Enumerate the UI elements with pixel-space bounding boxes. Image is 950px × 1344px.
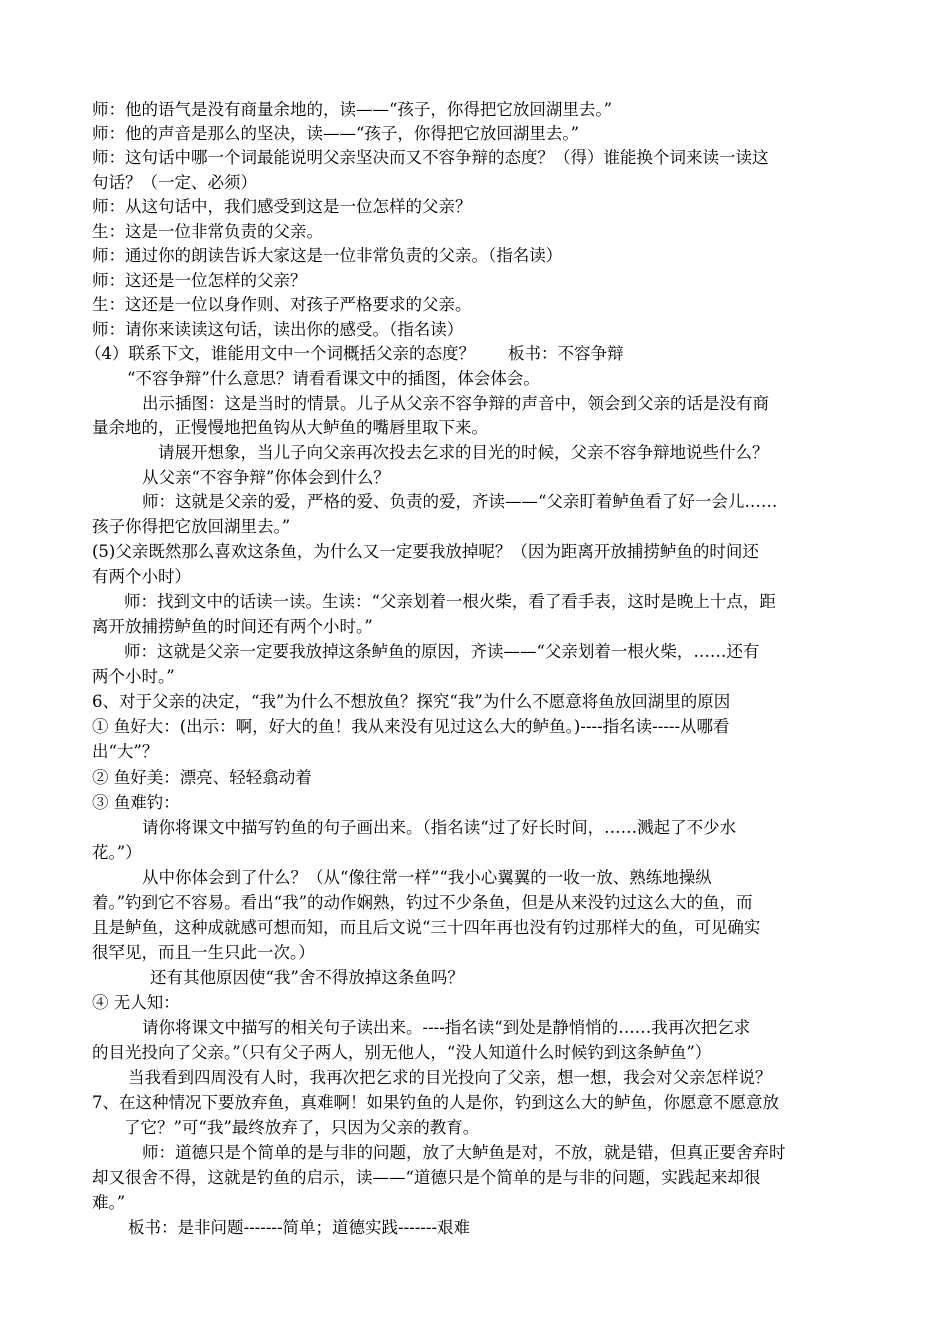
text-line: ④ 无人知：	[92, 993, 180, 1012]
text-line: 的目光投向了父亲。”（只有父子两人，别无他人，“没人知道什么时候钓到这条鲈鱼”）	[92, 1043, 712, 1062]
text-line: 6、对于父亲的决定，“我”为什么不想放鱼？探究“我”为什么不愿意将鱼放回湖里的原因	[92, 692, 731, 711]
text-line: 师：这就是父亲一定要我放掉这条鲈鱼的原因，齐读——“父亲划着一根火柴，……还有	[124, 642, 760, 661]
text-line: 7、在这种情况下要放弃鱼，真难啊！如果钓鱼的人是你，钓到这么大的鲈鱼，你愿意不愿意放	[92, 1093, 779, 1112]
text-line: 板书：是非问题-------简单；道德实践-------艰难	[128, 1218, 471, 1237]
text-line: 师：这就是父亲的爱，严格的爱、负责的爱，齐读——“父亲盯着鲈鱼看了好一会儿……	[142, 492, 778, 511]
text-line: 却又很舍不得，这就是钓鱼的启示，读——“道德只是个简单的是与非的问题，实践起来却很	[92, 1168, 761, 1187]
text-line: 难。”	[92, 1193, 126, 1212]
text-line: 且是鲈鱼，这种成就感可想而知，而且后文说“三十四年再也没有钓过那样大的鱼，可见确实	[92, 918, 761, 937]
text-line: 师：这句话中哪一个词最能说明父亲坚决而又不容争辩的态度？（得）谁能换个词来读一读这	[92, 148, 769, 167]
text-line: ② 鱼好美：漂亮、轻轻翕动着	[92, 768, 312, 787]
text-line: 师：通过你的朗读告诉大家这是一位非常负责的父亲。（指名读）	[92, 246, 563, 265]
text-line: 师：他的语气是没有商量余地的，读——“孩子，你得把它放回湖里去。”	[92, 100, 613, 119]
text-line: 师：这还是一位怎样的父亲？	[92, 271, 307, 290]
text-line: 还有其他原因使“我”舍不得放掉这条鱼吗？	[150, 968, 464, 987]
text-line: 离开放捕捞鲈鱼的时间还有两个小时。”	[92, 617, 373, 636]
text-line: 请展开想象，当儿子向父亲再次投去乞求的目光的时候，父亲不容争辩地说些什么？	[158, 443, 769, 462]
text-line: 孩子你得把它放回湖里去。”	[92, 517, 291, 536]
text-line: 师：请你来读读这句话，读出你的感受。（指名读）	[92, 320, 464, 339]
text-line: 了它？”可“我”最终放弃了，只因为父亲的教育。	[124, 1118, 480, 1137]
text-line: 请你将课文中描写的相关句子读出来。----指名读“到处是静悄悄的……我再次把乞求	[142, 1018, 751, 1037]
text-line: 从父亲“不容争辩”你体会到什么？	[142, 468, 390, 487]
text-line: 出示插图：这是当时的情景。儿子从父亲不容争辩的声音中，领会到父亲的话是没有商	[142, 394, 769, 413]
text-line: 从中你体会到了什么？（从“像往常一样”“我小心翼翼的一收一放、熟练地操纵	[142, 868, 712, 887]
text-line: ③ 鱼难钓：	[92, 793, 180, 812]
text-line: 师：从这句话中，我们感受到这是一位怎样的父亲？	[92, 197, 472, 216]
text-line: 有两个小时）	[92, 567, 191, 586]
text-line: 量余地的，正慢慢地把鱼钩从大鲈鱼的嘴唇里取下来。	[92, 418, 488, 437]
text-line: 着。”钓到它不容易。看出“我”的动作娴熟，钓过不少条鱼，但是从来没钓过这么大的鱼，而	[92, 893, 753, 912]
text-line: 师：他的声音是那么的坚决，读——“孩子，你得把它放回湖里去。”	[92, 124, 580, 143]
text-line: (5)父亲既然那么喜欢这条鱼，为什么又一定要我放掉呢？（因为距离开放捕捞鲈鱼的时间还	[92, 542, 759, 561]
text-line: 很罕见，而且一生只此一次。）	[92, 943, 315, 962]
text-line: 生：这还是一位以身作则、对孩子严格要求的父亲。	[92, 295, 472, 314]
text-line: 当我看到四周没有人时，我再次把乞求的目光投向了父亲，想一想，我会对父亲怎样说？	[128, 1068, 772, 1087]
text-line: 师：道德只是个简单的是与非的问题，放了大鲈鱼是对，不放，就是错，但真正要舍弃时	[142, 1143, 786, 1162]
text-line: 请你将课文中描写钓鱼的句子画出来。（指名读“过了好长时间，……溅起了不少水	[142, 818, 737, 837]
text-line: 花。”）	[92, 843, 142, 862]
text-line: （4）联系下文，谁能用文中一个词概括父亲的态度？ 板书：不容争辩	[85, 344, 624, 363]
text-line: 出“大”？	[92, 742, 159, 761]
text-line: “不容争辩”什么意思？请看看课文中的插图，体会体会。	[127, 369, 540, 388]
text-line: ① 鱼好大：(出示：啊，好大的鱼！我从来没有见过这么大的鲈鱼。)----指名读-----从哪看	[92, 717, 730, 736]
text-line: 句话？（一定、必须）	[92, 173, 257, 192]
text-line: 师：找到文中的话读一读。生读：“父亲划着一根火柴，看了看手表，这时是晚上十点，距	[124, 592, 776, 611]
text-line: 生：这是一位非常负责的父亲。	[92, 222, 323, 241]
text-line: 两个小时。”	[92, 667, 175, 686]
